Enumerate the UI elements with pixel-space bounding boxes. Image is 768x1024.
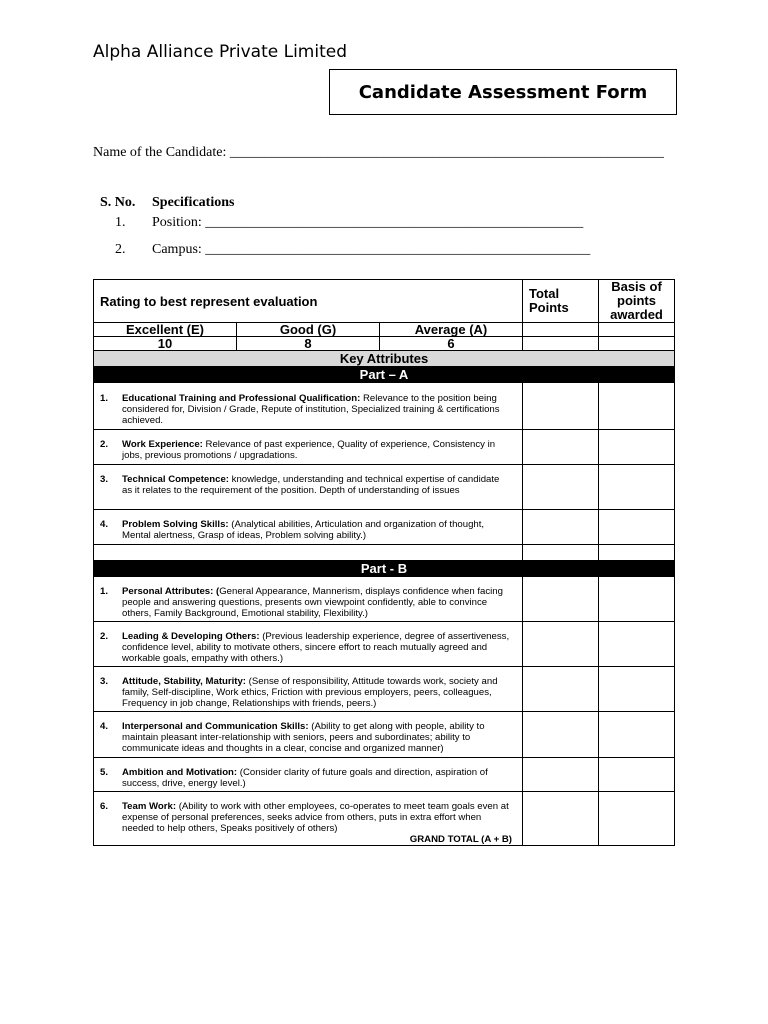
item-heading: Attitude, Stability, Maturity: <box>122 676 247 687</box>
basis-points-cell[interactable] <box>599 792 675 846</box>
part-a-item <box>94 383 523 430</box>
item-heading: Ambition and Motivation: <box>122 767 238 778</box>
item-number: 3. <box>100 474 109 485</box>
total-points-cell[interactable] <box>523 545 599 561</box>
rating-label: Rating to best represent evaluation <box>94 280 523 323</box>
sno-header: S. No. <box>100 195 136 210</box>
part-a-item <box>94 465 523 510</box>
basis-points-header: Basis of points awarded <box>599 280 675 323</box>
basis-points-cell[interactable] <box>599 545 675 561</box>
total-points-cell[interactable] <box>523 622 599 667</box>
item-heading: Interpersonal and Communication Skills: <box>122 721 309 732</box>
total-points-cell[interactable] <box>523 323 599 337</box>
item-description: Relevance to the position being considered for, Division / Grade, Repute of institution, Specialized training & certifications achieved. <box>122 393 500 426</box>
item-number: 1. <box>100 586 109 597</box>
item-heading: Problem Solving Skills: <box>122 519 229 530</box>
key-attributes-header: Key Attributes <box>94 351 675 367</box>
basis-points-cell[interactable] <box>599 622 675 667</box>
item-number: 2. <box>100 439 109 450</box>
campus-field: Campus: _______________________________________________________ <box>152 242 591 257</box>
item-description: General Appearance, Mannerism, displays confidence when facing people and answering questions, presents own viewpoint confidently, able to convince others, Family Background, Emotional stability, Flexibility.) <box>122 586 503 619</box>
part-b-item <box>94 758 523 792</box>
item-heading: Team Work: <box>122 801 177 812</box>
item-heading: Technical Competence: <box>122 474 229 485</box>
scale-average-value: 6 <box>380 337 523 351</box>
part-a-item <box>94 510 523 545</box>
item-number: 5. <box>100 767 109 778</box>
spec-num: 2. <box>115 242 126 257</box>
item-description: (Ability to work with other employees, co-operates to meet team goals even at expense of personal preferences, seeks advice from others, puts in extra effort when needed to help others, Speaks positively of others) <box>122 801 509 834</box>
total-points-cell[interactable] <box>523 465 599 510</box>
item-number: 2. <box>100 631 109 642</box>
form-title: Candidate Assessment Form <box>329 69 677 115</box>
item-heading: Educational Training and Professional Qualification: <box>122 393 361 404</box>
total-points-cell[interactable] <box>523 337 599 351</box>
scale-excellent-label: Excellent (E) <box>94 323 237 337</box>
scale-good-label: Good (G) <box>237 323 380 337</box>
total-points-cell[interactable] <box>523 430 599 465</box>
item-number: 4. <box>100 721 109 732</box>
item-number: 3. <box>100 676 109 687</box>
part-b-item <box>94 712 523 758</box>
item-description: (Analytical abilities, Articulation and organization of thought, Mental alertness, Grasp of ideas, Problem solving ability.) <box>122 519 485 541</box>
total-points-cell[interactable] <box>523 792 599 846</box>
total-points-cell[interactable] <box>523 577 599 622</box>
total-points-cell[interactable] <box>523 510 599 545</box>
total-points-cell[interactable] <box>523 758 599 792</box>
grand-total-label: GRAND TOTAL (A + B) <box>409 834 512 845</box>
total-points-cell[interactable] <box>523 667 599 712</box>
part-a-item <box>94 430 523 465</box>
part-b-item <box>94 577 523 622</box>
scale-average-label: Average (A) <box>380 323 523 337</box>
scale-good-value: 8 <box>237 337 380 351</box>
part-b-item <box>94 622 523 667</box>
scale-excellent-value: 10 <box>94 337 237 351</box>
candidate-name-field: Name of the Candidate: ______________________________________________________________ <box>93 145 664 160</box>
basis-points-cell[interactable] <box>599 430 675 465</box>
basis-points-cell[interactable] <box>599 323 675 337</box>
item-number: 1. <box>100 393 109 404</box>
part-b-header: Part - B <box>94 561 675 577</box>
spec-header: Specifications <box>152 195 235 210</box>
basis-points-cell[interactable] <box>599 337 675 351</box>
part-b-item <box>94 667 523 712</box>
item-description: (Sense of responsibility, Attitude towards work, society and family, Self-discipline, Work ethics, Friction with previous employers, peers, colleagues, Frequency in job change, Relationships with friends, peers.) <box>122 676 498 709</box>
item-description: (Previous leadership experience, degree of assertiveness, confidence level, ability to motivate others, sincere effort to reach mutually agreed and workable goals, empathy with others.) <box>122 631 510 664</box>
item-number: 4. <box>100 519 109 530</box>
item-description: Relevance of past experience, Quality of experience, Consistency in jobs, previous promotions / upgradations. <box>122 439 496 461</box>
basis-points-cell[interactable] <box>599 758 675 792</box>
item-description: (Consider clarity of future goals and direction, aspiration of success, drive, energy level.) <box>122 767 488 789</box>
item-number: 6. <box>100 801 109 812</box>
basis-points-cell[interactable] <box>599 712 675 758</box>
part-b-item <box>94 792 523 846</box>
position-field: Position: ______________________________________________________ <box>152 215 584 230</box>
basis-points-cell[interactable] <box>599 383 675 430</box>
basis-points-cell[interactable] <box>599 465 675 510</box>
assessment-table <box>93 279 675 846</box>
basis-points-cell[interactable] <box>599 667 675 712</box>
basis-points-cell[interactable] <box>599 577 675 622</box>
item-heading: Leading & Developing Others: <box>122 631 260 642</box>
spec-num: 1. <box>115 215 126 230</box>
total-points-cell[interactable] <box>523 383 599 430</box>
part-a-subtotal-label <box>94 545 523 561</box>
basis-points-cell[interactable] <box>599 510 675 545</box>
total-points-header: Total Points <box>523 280 599 323</box>
total-points-cell[interactable] <box>523 712 599 758</box>
item-heading: Personal Attributes: ( <box>122 586 220 597</box>
item-description: knowledge, understanding and technical expertise of candidate as it relates to the requirement of the position. Depth of understanding of issues <box>122 474 500 496</box>
item-description: (Ability to get along with people, ability to maintain pleasant inter-relationship with seniors, peers and subordinates; ability to communicate ideas and thoughts in a clear, concise and organized manner) <box>122 721 485 754</box>
company-name: Alpha Alliance Private Limited <box>93 42 348 62</box>
part-a-header: Part – A <box>94 367 675 383</box>
item-heading: Work Experience: <box>122 439 203 450</box>
